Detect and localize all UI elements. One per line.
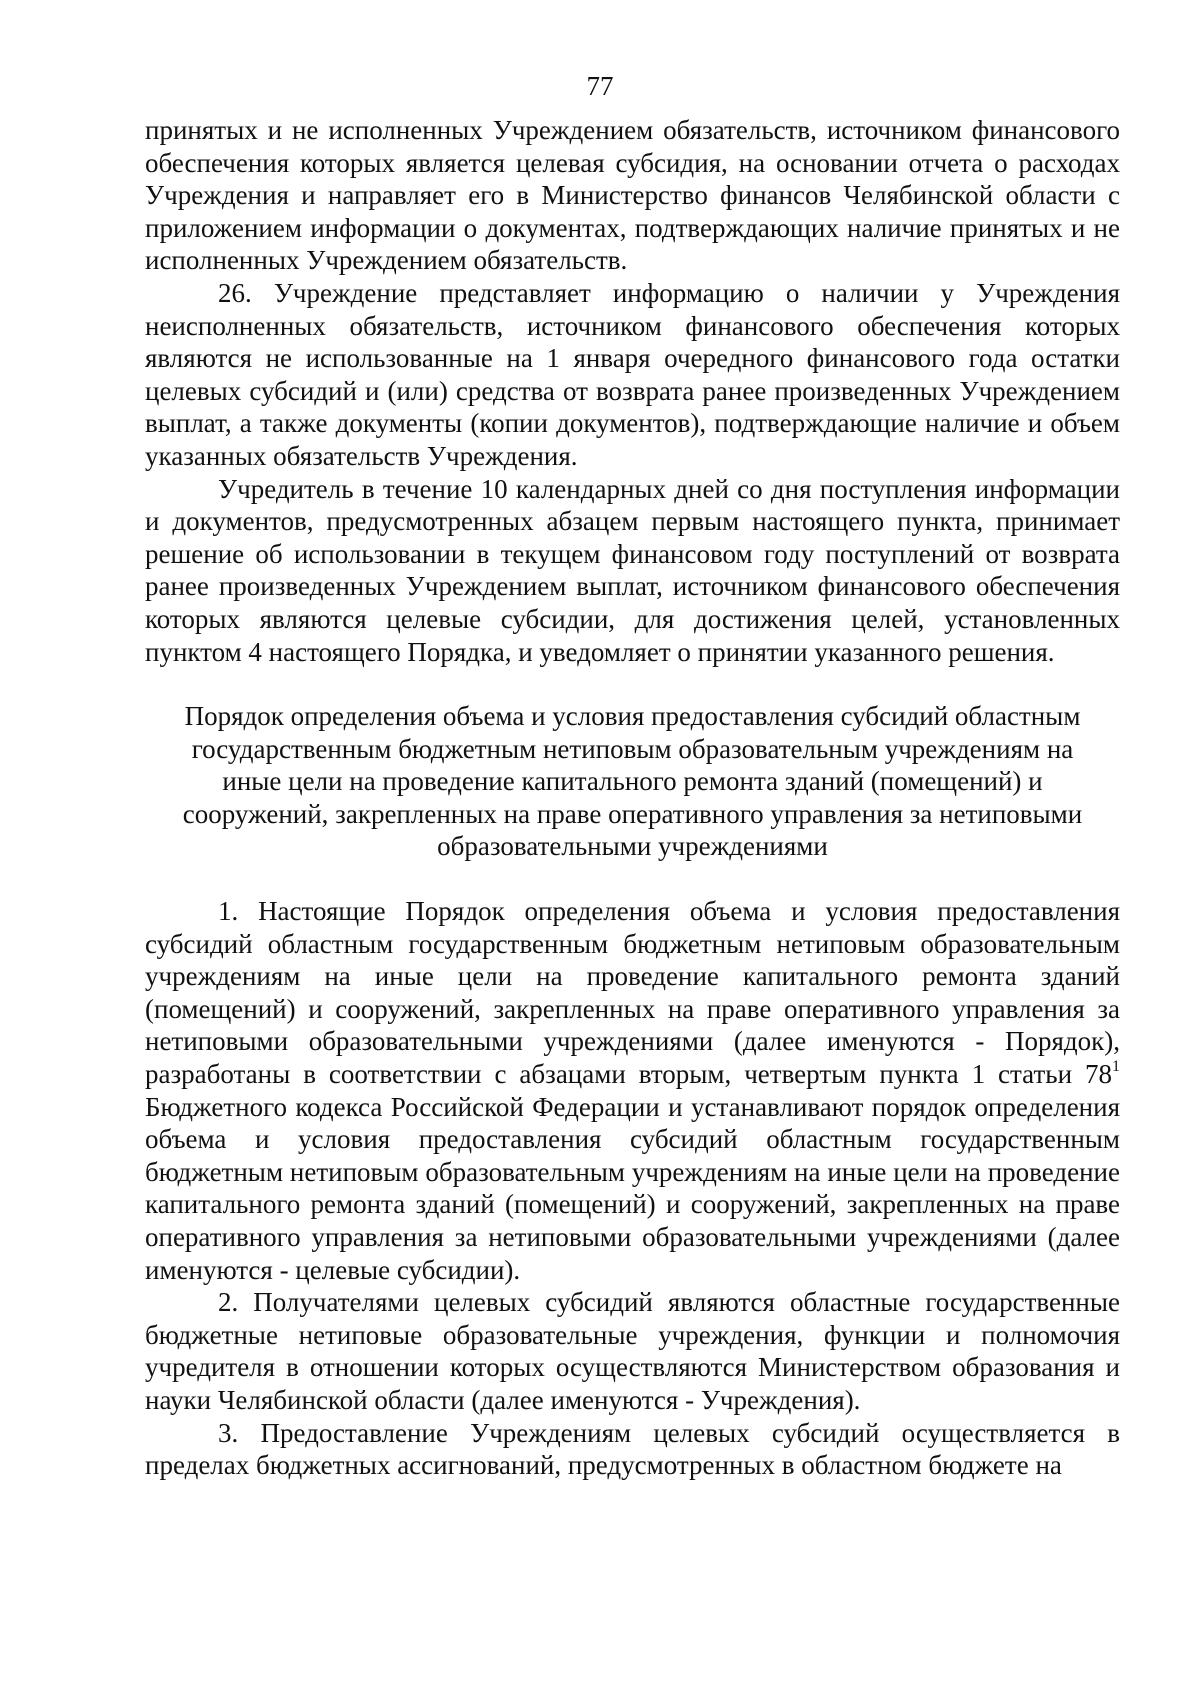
paragraph-continuation: принятых и не исполненных Учреждением обязательств, источником финансового обеспечения которых является целевая субсидия, на основании отчета о расходах Учреждения и направляет его в Министерство финансов Челябинской области с приложением информации о документах, подтверждающих наличие принятых и не исполненных Учреждением обязательств. [145,115,1120,276]
page-number: 77 [586,71,614,101]
section-heading [145,700,1120,863]
heading-line: Порядок определения объема и условия предоставления субсидий областным [184,701,1081,732]
paragraph-26: 26. Учреждение представляет информацию о наличии у Учреждения неисполненных обязательств, источником финансового обеспечения которых являются не использованные на 1 января очередного финансового года остатки целевых субсидий и (или) средства от возврата ранее произведенных Учреждением выплат, а также документы (копии документов), подтверждающие наличие и объем указанных обязательств Учреждения. [145,277,1120,471]
heading-line: иные цели на проведение капитального ремонта зданий (помещений) и [222,766,1043,797]
article-superscript: 1 [1112,1058,1120,1076]
paragraph-3: 3. Предоставление Учреждениям целевых субсидий осуществляется в пределах бюджетных ассигнований, предусмотренных в областном бюджете на [145,1417,1120,1481]
paragraph-1-text-start: 1. Настоящие Порядок определения объема и условия предоставления субсидий областным государственным бюджетным нетиповым образовательным учреждениям на иные цели на проведение капитального ремонта зданий (помещений) и сооружений, закрепленных на праве оперативного управления за нетиповыми образовательными учреждениями (далее именуются - Порядок), разработаны в соответствии с абзацами вторым, четвертым пункта 1 статьи 78 [145,896,1120,1090]
paragraph-founder-decision: Учредитель в течение 10 календарных дней со дня поступления информации и документов, предусмотренных абзацем первым настоящего пункта, принимает решение об использовании в текущем финансовом году поступлений от возврата ранее произведенных Учреждением выплат, источником финансового обеспечения которых являются целевые субсидии, для достижения целей, установленных пунктом 4 настоящего Порядка, и уведомляет о принятии указанного решения. [145,473,1120,667]
heading-line: образовательными учреждениями [437,831,828,862]
heading-line: государственным бюджетным нетиповым образовательным учреждениям на [191,733,1074,764]
paragraph-1-text-end: Бюджетного кодекса Российской Федерации и устанавливают порядок определения объема и условия предоставления субсидий областным государственным бюджетным нетиповым образовательным учреждениям на иные цели на проведение капитального ремонта зданий (помещений) и сооружений, закрепленных на праве оперативного управления за нетиповыми образовательными учреждениями (далее именуются - целевые субсидии). [145,1091,1120,1285]
paragraph-1 [145,895,1120,1286]
paragraph-2: 2. Получателями целевых субсидий являются областные государственные бюджетные нетиповые образовательные учреждения, функции и полномочия учредителя в отношении которых осуществляются Министерством образования и науки Челябинской области (далее именуются - Учреждения). [145,1287,1120,1415]
document-body [145,114,1120,1482]
heading-line: сооружений, закрепленных на праве оперативного управления за нетиповыми [182,798,1083,829]
